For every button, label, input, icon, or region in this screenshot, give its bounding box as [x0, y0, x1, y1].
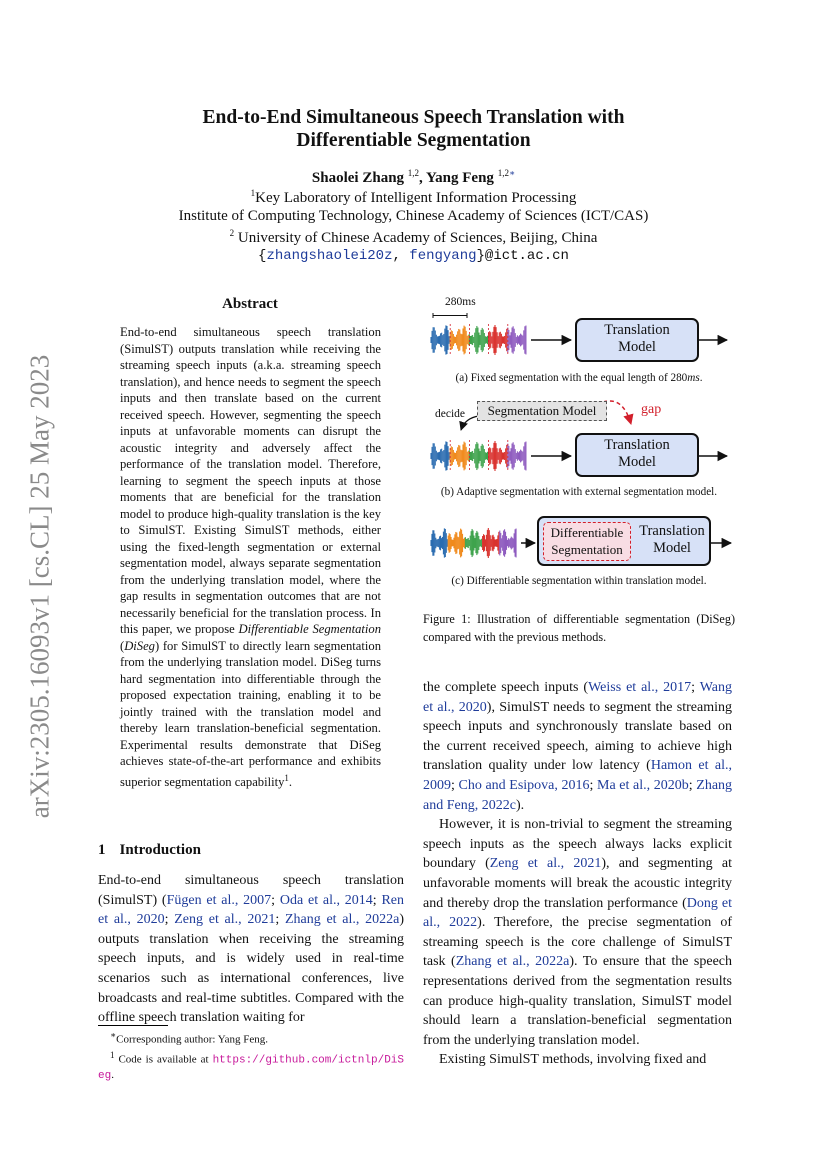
- title-line-2: Differentiable Segmentation: [296, 130, 531, 151]
- intro-paragraph: [98, 871, 404, 1028]
- segmentation-model-box: Segmentation Model: [477, 401, 607, 421]
- footnote-mark: 1: [110, 1049, 115, 1060]
- text-span: ;: [691, 680, 700, 695]
- section-number: 1: [98, 842, 106, 858]
- model-label-group: [635, 523, 709, 557]
- abstract-span: ) for SimulST to directly learn segmentation from the underlying translation model. DiSeg turns hard segmentation into differentiable through the proposed expectation training, enabling it to be jointly trained with the translation model and thereby learn translation-beneficial segmentation. Experimental results demonstrate that DiSeg achieves state-of-the-art performance and exhibits superior segmentation capability: [120, 638, 381, 789]
- citation-link[interactable]: Ma et al., 2020b: [597, 777, 689, 793]
- translation-model-box: [575, 433, 699, 477]
- footnote-text: Corresponding author: Yang Feng.: [116, 1033, 268, 1046]
- section-heading: [98, 842, 201, 859]
- panel-a-caption: [423, 372, 735, 384]
- email-brace: {: [258, 248, 267, 264]
- abstract-span: End-to-end simultaneous speech translation (SimulST) outputs translation while receiving the streaming speech inputs (a.k.a. streaming speech translation), and hence needs to segment the speech inputs and then translate based on the current received speech. However, segmenting the speech inputs at unfavorable moments can disrupt the acoustic integrity and adversely affect the performance of the translation model. Therefore, learning to segment the speech inputs at those moments that are beneficial for the translation model to produce high-quality translation is the key to SimulST. Existing SimulST methods, either using the fixed-length segmentation or external segmentation model, always separate segmentation from the underlying translation model, where the gap results in segmentation outcomes that are not necessarily beneficial for the translation process. In this paper, we propose: [120, 325, 381, 636]
- waveform-b: [431, 440, 526, 472]
- title-line-1: End-to-End Simultaneous Speech Translation with: [202, 107, 625, 128]
- model-label: Model: [653, 540, 691, 556]
- text-span: ), and segmenting at unfavorable moments will break the acoustic integrity and thereby drop the translation performance (: [423, 856, 732, 911]
- footnote: [98, 1048, 404, 1085]
- section-title: Introduction: [119, 842, 201, 858]
- caption-text: (a) Fixed segmentation with the equal length of 280: [455, 372, 688, 384]
- differentiable-segmentation-box: [543, 522, 631, 561]
- paragraph: [423, 678, 732, 815]
- caption-text: .: [699, 372, 703, 384]
- author-name: Shaolei Zhang: [311, 170, 405, 186]
- text-span: the complete speech inputs (: [423, 680, 589, 695]
- footnote-mark: ∗: [110, 1030, 117, 1040]
- translation-model-box: [575, 318, 699, 362]
- citation-link[interactable]: Zeng et al., 2021: [489, 856, 602, 872]
- footnotes: [98, 1028, 404, 1084]
- duration-bracket: [433, 313, 467, 318]
- text-span: ) outputs translation when receiving the streaming speech inputs, and is widely used in real-time scenarios such as international conferences, live broadcasts and real-time subtitles. Compared with the offline speech translation waiting for: [98, 912, 404, 1026]
- waveform-a: [431, 324, 526, 356]
- citation-link[interactable]: Zhang and Feng, 2022c: [423, 777, 733, 813]
- text-span: ;: [451, 777, 459, 793]
- panel-c-caption: (c) Differentiable segmentation within translation model.: [451, 575, 707, 587]
- model-label: Translation: [604, 322, 670, 338]
- model-label: Translation: [604, 437, 670, 453]
- arxiv-stamp-text: arXiv:2305.16093v1 [cs.CL] 25 May 2023: [24, 354, 55, 819]
- figure-1: [423, 296, 735, 626]
- affil-sup: 1: [250, 188, 256, 198]
- gap-arrow: [603, 401, 631, 424]
- footnote-marker[interactable]: 1: [284, 772, 289, 783]
- citation-link[interactable]: Cho and Esipova, 2016: [458, 777, 590, 793]
- author-emails: [0, 248, 827, 264]
- text-span: End-to-end simultaneous speech translation (SimulST) (: [98, 873, 404, 908]
- author-affil-sup: 1,2: [407, 168, 420, 178]
- text-span: ;: [688, 777, 697, 793]
- citation-link[interactable]: Hamon et al., 2009: [423, 758, 732, 793]
- affiliation-text: Key Laboratory of Intelligent Information Processing: [255, 190, 577, 206]
- text-span: ;: [164, 912, 175, 928]
- citation-link[interactable]: Oda et al., 2014: [279, 892, 373, 908]
- citation-link[interactable]: Fügen et al., 2007: [166, 892, 272, 908]
- email-domain: }@ict.ac.cn: [476, 248, 569, 264]
- paragraph: [423, 815, 732, 1050]
- affil-sup: 2: [229, 228, 235, 238]
- text-span: ), SimulST needs to segment the streaming speech inputs and synchronously translate based on the current received speech, aiming to achieve high translation quality under low latency (: [423, 699, 732, 774]
- footnote-divider: [98, 1025, 168, 1026]
- citation-link[interactable]: Wang et al., 2020: [423, 680, 732, 715]
- text-span: However, it is non-trivial to segment the streaming speech inputs as the speech always lacks explicit boundary (: [423, 817, 732, 872]
- model-label: Model: [618, 454, 656, 470]
- citation-link[interactable]: Zeng et al., 2021: [174, 912, 276, 928]
- affiliation-line: [0, 188, 827, 207]
- text-span: ;: [275, 912, 285, 928]
- author-affil-sup: 1,2: [497, 168, 509, 178]
- affiliation-line: [0, 228, 827, 247]
- citation-link[interactable]: Weiss et al., 2017: [588, 680, 692, 695]
- decide-label: decide: [435, 408, 466, 420]
- citation-link[interactable]: Zhang et al., 2022a: [455, 954, 570, 970]
- model-label: Model: [618, 339, 656, 355]
- footnote: [98, 1028, 404, 1048]
- affiliation-line: Institute of Computing Technology, Chinese Academy of Sciences (ICT/CAS): [178, 208, 649, 224]
- corresponding-mark[interactable]: ∗: [508, 168, 516, 178]
- abstract-italic: DiSeg: [124, 638, 155, 653]
- text-span: ;: [271, 892, 280, 908]
- text-span: ). Therefore, the precise segmentation of streaming speech is the core challenge of SimulST task (: [423, 915, 732, 970]
- abstract-italic: Differentiable Segmentation: [238, 622, 381, 636]
- code-url-link[interactable]: https://github.com/ictnlp/DiSeg: [98, 1054, 404, 1083]
- footnote-text: .: [111, 1069, 114, 1082]
- right-column-text: [423, 678, 732, 1070]
- author-list: Shaolei Zhang $^{1,2}$, Yang Feng $^{1,2∗}$: [311, 168, 516, 186]
- email-separator: ,: [392, 248, 410, 264]
- email-link[interactable]: zhangshaolei20z: [266, 248, 393, 264]
- paper-title: [0, 106, 827, 152]
- panel-b-caption: (b) Adaptive segmentation with external segmentation model.: [440, 486, 718, 498]
- model-label: Translation: [639, 523, 705, 539]
- abstract-text: [120, 324, 381, 790]
- paragraph: Existing SimulST methods, involving fixed and: [439, 1052, 707, 1068]
- text-span: ).: [515, 797, 525, 813]
- figure-caption: Figure 1: Illustration of differentiable segmentation (DiSeg) compared with the previous methods.: [423, 612, 735, 644]
- diffseg-label: Segmentation: [551, 542, 623, 557]
- diffseg-label: Differentiable: [550, 525, 624, 540]
- gap-label: gap: [641, 402, 662, 417]
- author-name: Yang Feng: [426, 170, 494, 186]
- caption-unit: ms: [687, 372, 700, 384]
- text-span: ). To ensure that the speech representations derived from the segmentation results can produce high-quality translation, SimulST model should learn a translation-beneficial segmentation from the underlying translation model.: [423, 954, 732, 1048]
- translation-model-box: [537, 516, 711, 566]
- email-link[interactable]: fengyang: [409, 248, 477, 264]
- citation-link[interactable]: Ren et al., 2020: [98, 892, 405, 928]
- footnote-text: Code is available at: [114, 1053, 213, 1066]
- abstract-span: .: [288, 774, 293, 789]
- abstract-heading: Abstract: [222, 296, 278, 312]
- citation-link[interactable]: Dong et al., 2022: [423, 895, 732, 931]
- text-span: ;: [589, 777, 598, 793]
- duration-label: 280ms: [445, 296, 476, 308]
- abstract-span: (: [120, 638, 125, 653]
- citation-link[interactable]: Zhang et al., 2022a: [284, 912, 400, 928]
- text-span: ;: [372, 892, 382, 908]
- affiliation-text: University of Chinese Academy of Sciences, Beijing, China: [237, 230, 598, 246]
- waveform-c: [431, 528, 516, 558]
